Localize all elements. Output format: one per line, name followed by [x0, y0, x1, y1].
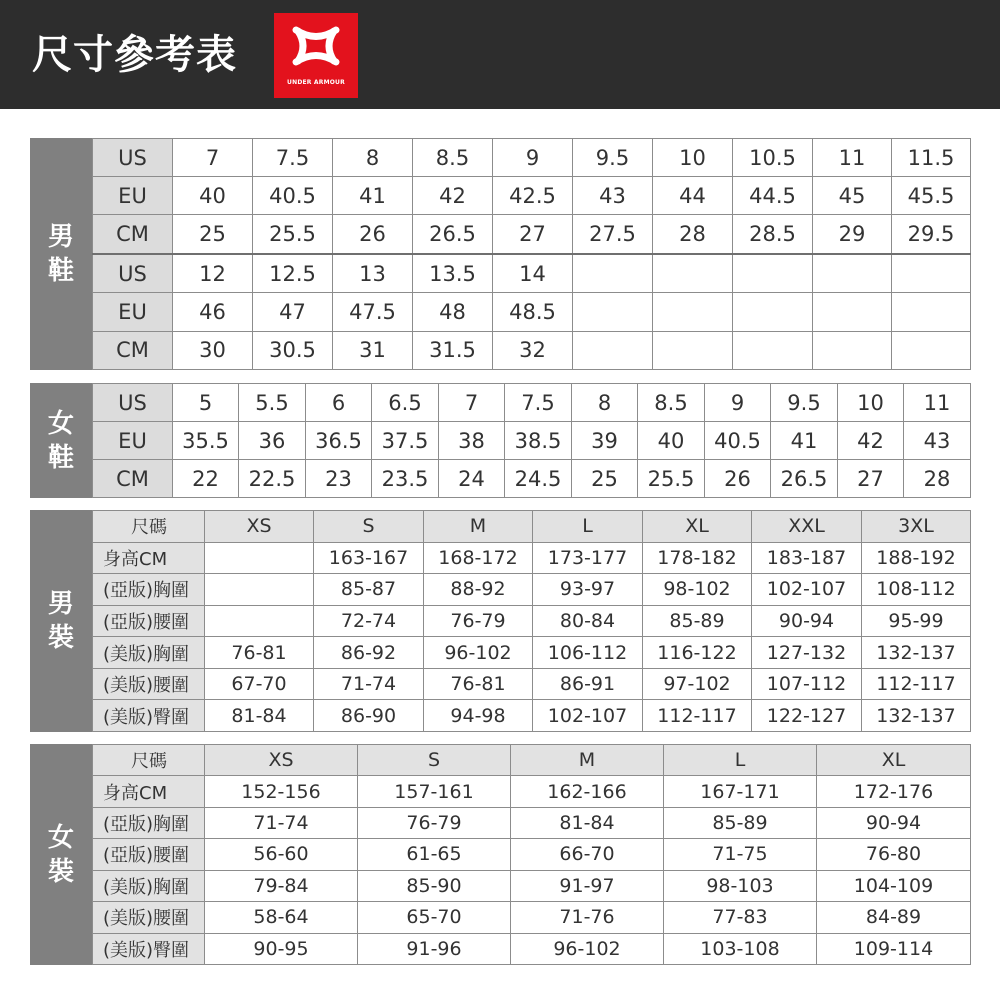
table-cell: 172-176: [817, 776, 971, 807]
table-cell: [813, 293, 892, 331]
table-cell: 5.5: [239, 384, 306, 422]
row-label: (亞版)胸圍: [93, 574, 205, 606]
table-row: [93, 384, 971, 422]
table-cell: 71-76: [511, 902, 664, 933]
table-cell: 26: [333, 215, 413, 254]
row-label: CM: [93, 331, 173, 369]
row-label: (亞版)腰圍: [93, 839, 205, 870]
table-cell: 23: [306, 460, 372, 498]
table-cell: [813, 331, 892, 369]
table-cell: 86-92: [314, 637, 424, 669]
side-label-bottom: 鞋: [47, 256, 74, 286]
men-apparel-section: [30, 510, 970, 732]
women-shoes-table: [92, 383, 971, 498]
table-cell: 76-81: [424, 668, 533, 700]
table-cell: 71-75: [664, 839, 817, 870]
table-cell: 162-166: [511, 776, 664, 807]
table-row: [93, 902, 971, 933]
table-cell: 96-102: [424, 637, 533, 669]
table-cell: 103-108: [664, 933, 817, 964]
table-cell: 8: [572, 384, 638, 422]
table-cell: 25: [572, 460, 638, 498]
table-cell: 90-95: [205, 933, 358, 964]
table-cell: 85-89: [643, 605, 752, 637]
table-row: [93, 637, 971, 669]
table-cell: 56-60: [205, 839, 358, 870]
side-label-top: 男: [47, 222, 74, 252]
table-cell: 42.5: [493, 177, 573, 215]
table-cell: 45.5: [892, 177, 971, 215]
table-cell: 32: [493, 331, 573, 369]
table-row: [93, 542, 971, 574]
table-cell: 104-109: [817, 870, 971, 901]
table-cell: 85-90: [358, 870, 511, 901]
empty-cell: [205, 542, 314, 574]
table-cell: [892, 254, 971, 293]
table-cell: 44.5: [733, 177, 813, 215]
table-cell: 108-112: [862, 574, 971, 606]
table-cell: 71-74: [205, 807, 358, 838]
page-title: 尺寸參考表: [32, 32, 237, 78]
table-cell: 27: [838, 460, 904, 498]
table-cell: 25: [173, 215, 253, 254]
table-cell: 47.5: [333, 293, 413, 331]
side-label-top: 男: [47, 589, 74, 619]
table-row: [93, 870, 971, 901]
table-cell: 26: [705, 460, 771, 498]
table-cell: 61-65: [358, 839, 511, 870]
row-label: CM: [93, 215, 173, 254]
table-cell: 12: [173, 254, 253, 293]
brand-logo: [274, 13, 358, 98]
table-cell: 36.5: [306, 422, 372, 460]
table-cell: [733, 293, 813, 331]
row-label: (亞版)胸圍: [93, 807, 205, 838]
header-bar: [0, 0, 1000, 109]
table-cell: 13.5: [413, 254, 493, 293]
table-cell: 25.5: [638, 460, 705, 498]
table-cell: 48.5: [493, 293, 573, 331]
table-cell: 67-70: [205, 668, 314, 700]
table-cell: [573, 331, 653, 369]
table-cell: 14: [493, 254, 573, 293]
table-cell: 94-98: [424, 700, 533, 732]
table-cell: 90-94: [752, 605, 862, 637]
table-cell: 46: [173, 293, 253, 331]
row-label: US: [93, 254, 173, 293]
table-cell: 188-192: [862, 542, 971, 574]
size-header: L: [533, 511, 643, 543]
row-label: 身高CM: [93, 776, 205, 807]
table-cell: 27: [493, 215, 573, 254]
table-cell: 5: [173, 384, 239, 422]
row-label: 身高CM: [93, 542, 205, 574]
table-row: [93, 460, 971, 498]
table-cell: 76-80: [817, 839, 971, 870]
table-row: [93, 139, 971, 177]
table-cell: 29: [813, 215, 892, 254]
table-cell: 39: [572, 422, 638, 460]
table-cell: 11: [904, 384, 971, 422]
table-cell: 107-112: [752, 668, 862, 700]
table-cell: 66-70: [511, 839, 664, 870]
table-cell: 116-122: [643, 637, 752, 669]
row-label: (美版)臀圍: [93, 700, 205, 732]
women-apparel-section: [30, 744, 970, 965]
table-cell: 7.5: [253, 139, 333, 177]
row-label: EU: [93, 293, 173, 331]
table-cell: [813, 254, 892, 293]
table-cell: 11: [813, 139, 892, 177]
men-apparel-label: [30, 510, 92, 732]
table-cell: 30: [173, 331, 253, 369]
men-shoes-section: [30, 138, 970, 370]
women-apparel-label: [30, 744, 92, 965]
table-cell: 8: [333, 139, 413, 177]
row-label: US: [93, 384, 173, 422]
table-cell: 178-182: [643, 542, 752, 574]
table-row: [93, 254, 971, 293]
row-label: (美版)胸圍: [93, 637, 205, 669]
table-cell: 37.5: [372, 422, 439, 460]
table-cell: 106-112: [533, 637, 643, 669]
table-cell: 85-87: [314, 574, 424, 606]
size-header: XS: [205, 511, 314, 543]
table-cell: 9.5: [771, 384, 838, 422]
table-cell: 163-167: [314, 542, 424, 574]
table-cell: 25.5: [253, 215, 333, 254]
table-cell: 79-84: [205, 870, 358, 901]
table-cell: 168-172: [424, 542, 533, 574]
row-label: US: [93, 139, 173, 177]
row-label: (亞版)腰圍: [93, 605, 205, 637]
table-cell: [653, 293, 733, 331]
size-header: S: [358, 745, 511, 776]
table-cell: 43: [573, 177, 653, 215]
row-label: (美版)胸圍: [93, 870, 205, 901]
side-label-bottom: 鞋: [47, 442, 74, 473]
table-cell: 45: [813, 177, 892, 215]
table-cell: 36: [239, 422, 306, 460]
table-cell: 30.5: [253, 331, 333, 369]
table-cell: [573, 293, 653, 331]
table-cell: 72-74: [314, 605, 424, 637]
row-label: (美版)腰圍: [93, 902, 205, 933]
table-cell: 95-99: [862, 605, 971, 637]
table-cell: 96-102: [511, 933, 664, 964]
header-label: 尺碼: [93, 745, 205, 776]
table-cell: [733, 331, 813, 369]
table-cell: 122-127: [752, 700, 862, 732]
table-cell: 84-89: [817, 902, 971, 933]
table-cell: 9.5: [573, 139, 653, 177]
table-cell: 88-92: [424, 574, 533, 606]
table-cell: 98-102: [643, 574, 752, 606]
table-row: [93, 700, 971, 732]
table-cell: 35.5: [173, 422, 239, 460]
size-header: XL: [817, 745, 971, 776]
side-label-top: 女: [47, 408, 74, 439]
table-cell: 10: [653, 139, 733, 177]
table-row: [93, 331, 971, 369]
table-cell: 8.5: [413, 139, 493, 177]
table-cell: 7: [173, 139, 253, 177]
table-cell: 31: [333, 331, 413, 369]
table-cell: 81-84: [511, 807, 664, 838]
table-row: [93, 215, 971, 254]
table-cell: 41: [771, 422, 838, 460]
table-cell: 112-117: [862, 668, 971, 700]
table-cell: 91-97: [511, 870, 664, 901]
table-cell: 42: [838, 422, 904, 460]
table-cell: 76-79: [424, 605, 533, 637]
table-cell: 77-83: [664, 902, 817, 933]
table-cell: 71-74: [314, 668, 424, 700]
table-cell: 28: [653, 215, 733, 254]
table-cell: 44: [653, 177, 733, 215]
table-cell: 26.5: [413, 215, 493, 254]
table-cell: 24.5: [505, 460, 572, 498]
table-cell: 76-81: [205, 637, 314, 669]
table-row: [93, 839, 971, 870]
size-header: L: [664, 745, 817, 776]
table-row: [93, 605, 971, 637]
table-cell: 41: [333, 177, 413, 215]
table-cell: 132-137: [862, 700, 971, 732]
table-cell: 112-117: [643, 700, 752, 732]
side-label-bottom: 裝: [47, 856, 74, 887]
table-cell: 47: [253, 293, 333, 331]
table-cell: 8.5: [638, 384, 705, 422]
row-label: EU: [93, 422, 173, 460]
row-label: CM: [93, 460, 173, 498]
table-row: [93, 933, 971, 964]
side-label-bottom: 裝: [47, 623, 74, 653]
row-label: (美版)臀圍: [93, 933, 205, 964]
row-label: EU: [93, 177, 173, 215]
table-cell: 157-161: [358, 776, 511, 807]
women-apparel-table: [92, 744, 971, 965]
table-cell: 9: [705, 384, 771, 422]
table-cell: 27.5: [573, 215, 653, 254]
table-cell: 102-107: [752, 574, 862, 606]
table-cell: 90-94: [817, 807, 971, 838]
header-label: 尺碼: [93, 511, 205, 543]
table-row: [93, 293, 971, 331]
table-cell: 93-97: [533, 574, 643, 606]
women-shoes-section: [30, 383, 970, 498]
table-row: [93, 668, 971, 700]
table-cell: 58-64: [205, 902, 358, 933]
table-cell: [733, 254, 813, 293]
table-cell: 97-102: [643, 668, 752, 700]
table-cell: 173-177: [533, 542, 643, 574]
table-cell: 40: [638, 422, 705, 460]
table-cell: 40: [173, 177, 253, 215]
table-cell: 26.5: [771, 460, 838, 498]
table-cell: 127-132: [752, 637, 862, 669]
table-cell: 86-91: [533, 668, 643, 700]
men-shoes-label: [30, 138, 92, 370]
table-cell: 40.5: [705, 422, 771, 460]
table-cell: 28.5: [733, 215, 813, 254]
table-cell: 85-89: [664, 807, 817, 838]
table-cell: 109-114: [817, 933, 971, 964]
table-row: [93, 422, 971, 460]
table-cell: 31.5: [413, 331, 493, 369]
table-cell: 48: [413, 293, 493, 331]
table-cell: 12.5: [253, 254, 333, 293]
table-cell: 6.5: [372, 384, 439, 422]
table-cell: 86-90: [314, 700, 424, 732]
table-cell: 22.5: [239, 460, 306, 498]
table-cell: 152-156: [205, 776, 358, 807]
table-cell: 10: [838, 384, 904, 422]
table-cell: 13: [333, 254, 413, 293]
size-header: XL: [643, 511, 752, 543]
table-cell: [573, 254, 653, 293]
table-cell: 7: [439, 384, 505, 422]
table-cell: 132-137: [862, 637, 971, 669]
row-label: (美版)腰圍: [93, 668, 205, 700]
table-cell: 7.5: [505, 384, 572, 422]
brand-name: UNDER ARMOUR: [287, 79, 345, 86]
size-header: M: [424, 511, 533, 543]
table-row: [93, 776, 971, 807]
table-cell: 81-84: [205, 700, 314, 732]
table-cell: 91-96: [358, 933, 511, 964]
table-cell: 24: [439, 460, 505, 498]
size-header: XS: [205, 745, 358, 776]
table-cell: 29.5: [892, 215, 971, 254]
table-cell: 102-107: [533, 700, 643, 732]
table-cell: 42: [413, 177, 493, 215]
table-row: [93, 807, 971, 838]
size-header: XXL: [752, 511, 862, 543]
table-row: [93, 177, 971, 215]
table-cell: 80-84: [533, 605, 643, 637]
table-cell: 23.5: [372, 460, 439, 498]
under-armour-logo-icon: [274, 13, 358, 79]
table-cell: 98-103: [664, 870, 817, 901]
table-cell: [653, 254, 733, 293]
table-cell: 10.5: [733, 139, 813, 177]
table-cell: 76-79: [358, 807, 511, 838]
table-cell: 40.5: [253, 177, 333, 215]
table-cell: [653, 331, 733, 369]
table-cell: 65-70: [358, 902, 511, 933]
size-header: S: [314, 511, 424, 543]
table-cell: 183-187: [752, 542, 862, 574]
table-cell: 11.5: [892, 139, 971, 177]
empty-cell: [205, 605, 314, 637]
table-cell: 43: [904, 422, 971, 460]
table-cell: 9: [493, 139, 573, 177]
table-cell: 38.5: [505, 422, 572, 460]
header-row: [93, 511, 971, 543]
table-cell: 167-171: [664, 776, 817, 807]
size-header: M: [511, 745, 664, 776]
table-cell: [892, 331, 971, 369]
empty-cell: [205, 574, 314, 606]
men-apparel-table: [92, 510, 971, 732]
table-cell: 6: [306, 384, 372, 422]
size-header: 3XL: [862, 511, 971, 543]
table-cell: 28: [904, 460, 971, 498]
women-shoes-label: [30, 383, 92, 498]
men-shoes-table: [92, 138, 971, 370]
header-row: [93, 745, 971, 776]
table-cell: 38: [439, 422, 505, 460]
side-label-top: 女: [47, 822, 74, 853]
table-cell: [892, 293, 971, 331]
table-cell: 22: [173, 460, 239, 498]
table-row: [93, 574, 971, 606]
